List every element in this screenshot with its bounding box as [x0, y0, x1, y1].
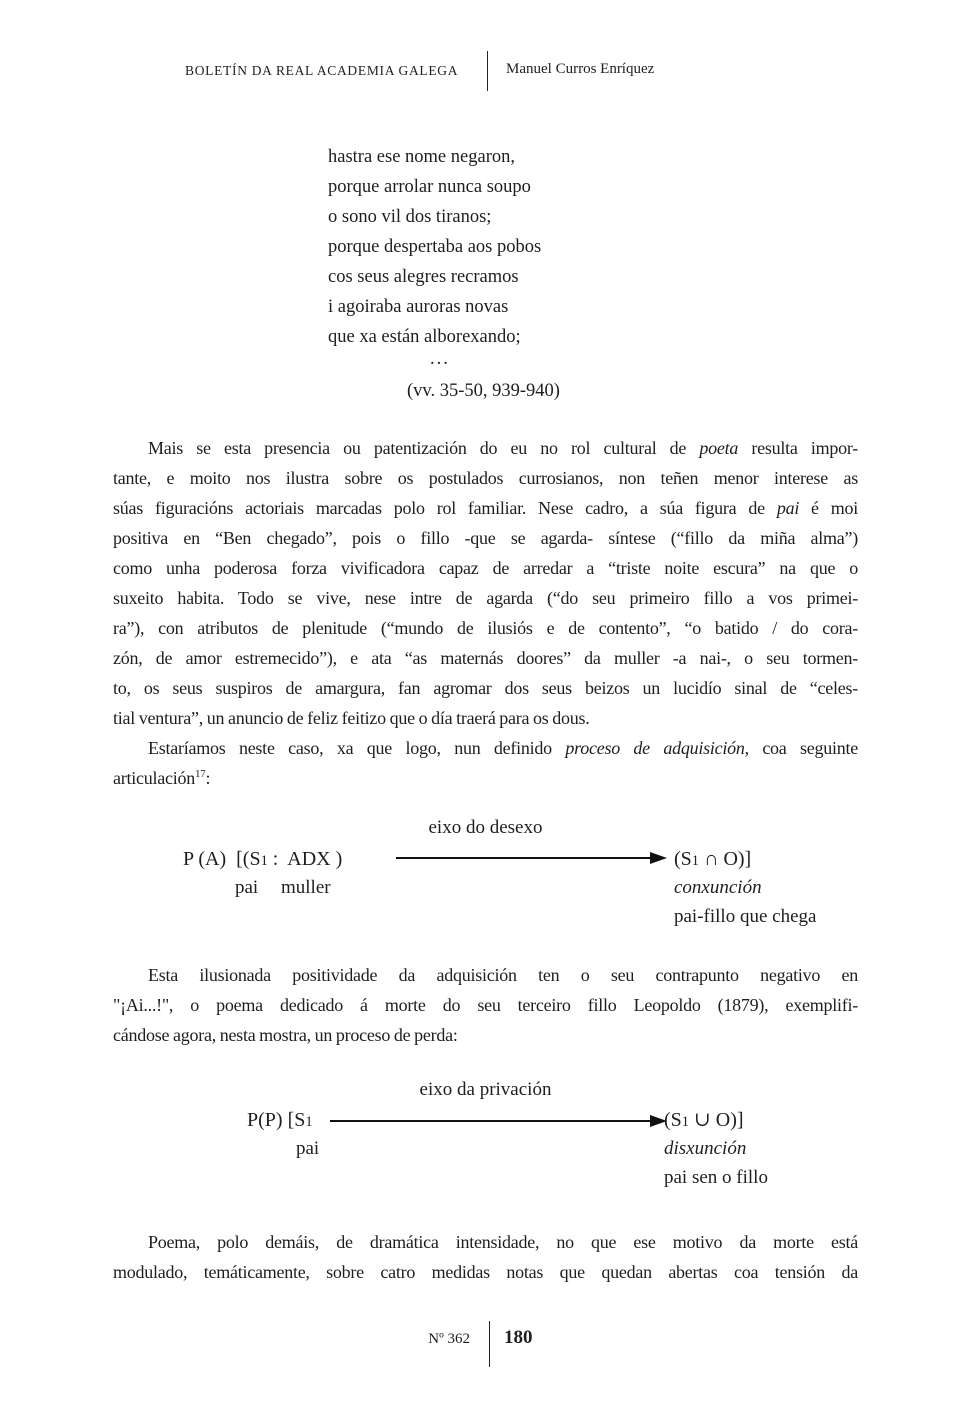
page-number: 180 [504, 1327, 533, 1348]
poem-block [328, 142, 541, 352]
header-divider [487, 51, 488, 91]
poem-line: porque despertaba aos pobos [328, 237, 542, 257]
poem-citation: (vv. 35-50, 939-940) [407, 381, 560, 401]
poem-line: o sono vil dos tiranos; [328, 207, 492, 227]
text-line: tante, e moito nos ilustra sobre os postulados currosianos, non teñen menor interese as [113, 468, 858, 488]
formula-right-privacion: (S1 ∪ O)] [664, 1109, 744, 1131]
text-line: to, os seus suspiros de amargura, fan agromar dos seus beizos un lucidío sinal de “celes- [113, 678, 858, 698]
axis-label-desexo: eixo do desexo [428, 817, 543, 838]
text-line: cándose agora, nesta mostra, un proceso de perda: [113, 1025, 458, 1045]
formula-left-adquisicion: P (A) [(S1 : ADX ) [183, 848, 343, 870]
text-line: súas figuracións actoriais marcadas polo rol familiar. Nese cadro, a súa figura de pai é moi [113, 498, 858, 518]
paragraph-3 [113, 960, 858, 1050]
text-line: "¡Ai...!", o poema dedicado á morte do seu terceiro fillo Leopoldo (1879), exemplifi- [113, 995, 858, 1015]
text-line: modulado, temáticamente, sobre catro medidas notas que quedan abertas coa tensión da [113, 1262, 858, 1282]
text-line: positiva en “Ben chegado”, pois o fillo -que se agarda- síntese (“fillo da miña alma”) [113, 528, 858, 548]
paragraph-2 [113, 733, 858, 793]
text-line: zón, de amor estremecido”), e ata “as maternás doores” da muller -a nai-, o seu tormen- [113, 648, 858, 668]
header-author: Manuel Curros Enríquez [506, 61, 655, 77]
actant-muller: muller [281, 877, 331, 898]
journal-title: BOLETÍN DA REAL ACADEMIA GALEGA [185, 63, 459, 78]
result-gloss-privacion: pai sen o fillo [664, 1167, 768, 1188]
result-term-conxuncion: conxunción [674, 877, 762, 898]
text-line: tial ventura”, un anuncio de feliz feitizo que o día traerá para os dous. [113, 708, 590, 728]
poem-line: hastra ese nome negaron, [328, 147, 515, 167]
footer-divider [489, 1321, 490, 1367]
axis-arrow-shaft [396, 857, 652, 859]
poem-line: cos seus alegres recramos [328, 267, 519, 287]
footer-issue-number: Nº 362 [428, 1331, 470, 1347]
actant-pai: pai [235, 877, 259, 898]
text-line: articulación$^{17}$: [113, 768, 211, 788]
text-line: Poema, polo demáis, de dramática intensidade, no que ese motivo da morte está [148, 1232, 858, 1252]
text-line: Mais se esta presencia ou patentización do eu no rol cultural de poeta resulta impor- [148, 438, 859, 458]
text-line: Estaríamos neste caso, xa que logo, nun definido proceso de adquisición, coa seguinte [148, 738, 858, 758]
poem-ellipsis: ... [430, 349, 450, 369]
axis-arrow-shaft [330, 1120, 652, 1122]
arrow-head-icon [650, 852, 667, 864]
axis-label-privacion: eixo da privación [419, 1079, 552, 1100]
poem-line: que xa están alborexando; [328, 327, 521, 347]
poem-line: i agoiraba auroras novas [328, 297, 509, 317]
result-gloss-adquisicion: pai-fillo que chega [674, 906, 817, 927]
formula-right-adquisicion: (S1 ∩ O)] [674, 848, 752, 870]
paragraph-1 [113, 433, 858, 733]
text-line: Esta ilusionada positividade da adquisición ten o seu contrapunto negativo en [148, 965, 858, 985]
paragraph-4 [113, 1227, 858, 1287]
text-line: suxeito habita. Todo se vive, nese intre de agarda (“do seu primeiro fillo a vos primei- [113, 588, 858, 608]
actant-pai: pai [296, 1138, 320, 1159]
formula-left-privacion: P(P) [S1 [247, 1109, 313, 1131]
text-line: como unha poderosa forza vivificadora capaz de arredar a “triste noite escura” na que o [113, 558, 858, 578]
text-line: ra”), con atributos de plenitude (“mundo de ilusiós e de contento”, “o batido / do cora- [113, 618, 858, 638]
poem-line: porque arrolar nunca soupo [328, 177, 531, 197]
result-term-disxuncion: disxunción [664, 1138, 747, 1159]
